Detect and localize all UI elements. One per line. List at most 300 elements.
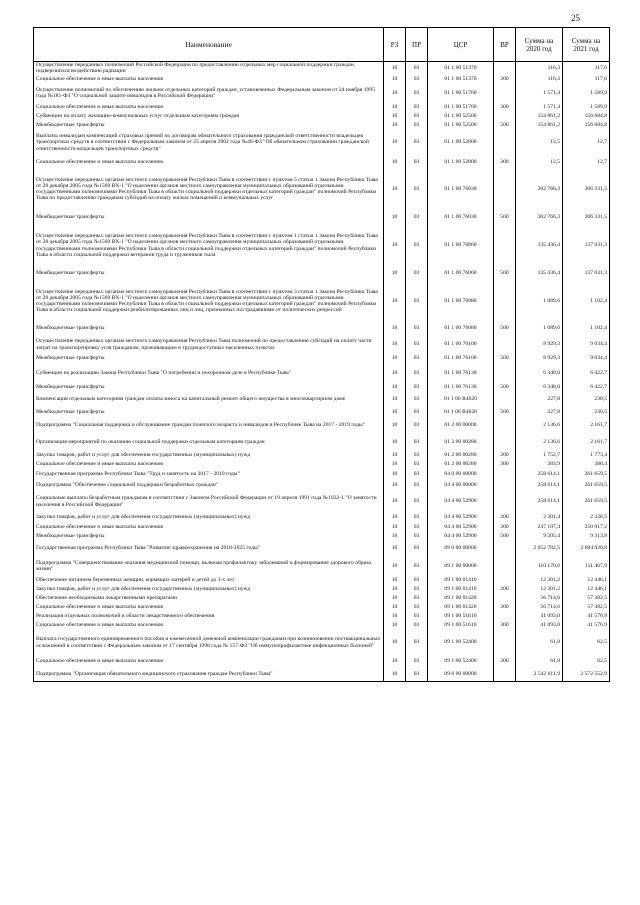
row-csr: 09 1 00 52400	[428, 630, 494, 656]
row-sum-2021: 41 576,9	[563, 621, 610, 630]
row-sum-2020: 2 136,6	[516, 434, 563, 451]
table-row	[34, 130, 610, 156]
row-pr: 03	[406, 460, 428, 469]
row-csr: 01 1 00 R4620	[428, 392, 494, 408]
table-row	[34, 322, 610, 336]
row-name: Межбюджетные трансферты	[34, 121, 384, 130]
row-name: Реализация отдельных полномочий в области лекарственного обеспечения	[34, 612, 384, 621]
row-sum-2020: 154 861,2	[516, 121, 563, 130]
row-rz: 10	[384, 585, 406, 594]
row-sum-2020: 135 436,4	[516, 266, 563, 281]
row-name: Межбюджетные трансферты	[34, 354, 384, 364]
row-vr: 500	[494, 383, 516, 392]
row-pr: 03	[406, 491, 428, 513]
row-rz: 10	[384, 392, 406, 408]
row-vr	[494, 392, 516, 408]
row-csr: 01 1 00 76080	[428, 281, 494, 322]
row-csr: 09 0 00 00000	[428, 541, 494, 557]
row-vr: 500	[494, 210, 516, 226]
budget-table	[33, 27, 610, 682]
row-vr: 200	[494, 451, 516, 460]
table-row	[34, 532, 610, 541]
table-row	[34, 469, 610, 480]
row-csr: 01 1 00 51370	[428, 75, 494, 84]
row-vr: 300	[494, 103, 516, 112]
row-rz: 10	[384, 621, 406, 630]
row-sum-2020: 56 714,6	[516, 603, 563, 612]
table-row	[34, 226, 610, 266]
row-sum-2021: 41 576,9	[563, 612, 610, 621]
row-name: Социальное обеспечение и иные выплаты населению	[34, 603, 384, 612]
row-sum-2020: 383,9	[516, 460, 563, 469]
row-rz: 10	[384, 612, 406, 621]
row-pr: 03	[406, 630, 428, 656]
row-rz: 10	[384, 480, 406, 491]
table-row	[34, 364, 610, 383]
table-row	[34, 585, 610, 594]
row-vr: 300	[494, 156, 516, 169]
table-row	[34, 434, 610, 451]
row-csr: 01 2 00 00000	[428, 417, 494, 434]
row-pr: 03	[406, 84, 428, 103]
row-pr: 03	[406, 210, 428, 226]
row-pr: 03	[406, 121, 428, 130]
table-row	[34, 491, 610, 513]
table-row	[34, 121, 610, 130]
table-row	[34, 621, 610, 630]
table-row	[34, 523, 610, 532]
row-csr: 01 2 00 00280	[428, 451, 494, 460]
row-csr: 04 4 00 52900	[428, 513, 494, 523]
row-name: Закупка товаров, работ и услуг для обеспечения государственных (муниципальных) нужд	[34, 451, 384, 460]
row-vr	[494, 281, 516, 322]
row-pr: 03	[406, 392, 428, 408]
row-rz: 10	[384, 469, 406, 480]
row-name: Обеспечение питанием беременных женщин, кормящих матерей и детей до 3-х лет	[34, 576, 384, 585]
row-name: Подпрограмма "Организация обязательного медицинского страхования граждан Республики Тыва"	[34, 668, 384, 682]
row-pr: 03	[406, 112, 428, 121]
table-row	[34, 603, 610, 612]
row-sum-2020: 116,3	[516, 75, 563, 84]
row-sum-2021: 12 446,1	[563, 576, 610, 585]
row-name: Осуществление полномочий по обеспечению жильем отдельных категорий граждан, установленных Федеральным законом от 24 ноября 1995 года №181-ФЗ "О социальной защите инвалидов в Российской Федерации"	[34, 84, 384, 103]
row-pr: 03	[406, 523, 428, 532]
row-rz: 10	[384, 62, 406, 75]
table-row	[34, 266, 610, 281]
row-pr: 03	[406, 513, 428, 523]
row-sum-2020: 2 301,4	[516, 513, 563, 523]
row-vr	[494, 417, 516, 434]
row-name: Социальное обеспечение и иные выплаты населению	[34, 656, 384, 668]
row-csr: 01 1 00 76060	[428, 226, 494, 266]
row-pr: 03	[406, 130, 428, 156]
row-vr: 500	[494, 121, 516, 130]
row-sum-2020: 2 542 611,9	[516, 668, 563, 682]
row-rz: 10	[384, 266, 406, 281]
row-name: Субвенции на реализацию Закона Республики Тыва "О погребении и похоронном деле в Республике Тыва"	[34, 364, 384, 383]
row-sum-2021: 261 659,5	[563, 480, 610, 491]
row-sum-2021: 1 589,9	[563, 84, 610, 103]
row-vr	[494, 612, 516, 621]
row-sum-2021: 156 684,8	[563, 121, 610, 130]
row-csr: 09 6 00 00000	[428, 668, 494, 682]
row-pr: 03	[406, 612, 428, 621]
row-sum-2021: 156 684,8	[563, 112, 610, 121]
row-csr: 01 1 00 76130	[428, 383, 494, 392]
row-vr	[494, 62, 516, 75]
table-row	[34, 630, 610, 656]
table-row	[34, 513, 610, 523]
row-sum-2020: 258 614,1	[516, 469, 563, 480]
row-name: Межбюджетные трансферты	[34, 210, 384, 226]
row-csr: 09 1 00 51610	[428, 621, 494, 630]
row-vr: 300	[494, 603, 516, 612]
row-csr: 09 1 00 00000	[428, 557, 494, 576]
row-sum-2020: 116,3	[516, 62, 563, 75]
table-row	[34, 210, 610, 226]
row-vr	[494, 469, 516, 480]
row-pr: 03	[406, 383, 428, 392]
row-rz: 10	[384, 557, 406, 576]
row-sum-2021: 62,5	[563, 630, 610, 656]
row-pr: 03	[406, 364, 428, 383]
row-name: Социальное обеспечение и иные выплаты населению	[34, 75, 384, 84]
row-csr: 01 1 00 52800	[428, 156, 494, 169]
row-sum-2020: 302 766,3	[516, 210, 563, 226]
row-sum-2020: 1 089,6	[516, 281, 563, 322]
row-name: Обеспечение необходимыми лекарственными препаратами	[34, 594, 384, 603]
row-sum-2021: 1 773,4	[563, 451, 610, 460]
row-csr: 09 1 00 01410	[428, 576, 494, 585]
row-vr	[494, 364, 516, 383]
row-sum-2020: 41 093,0	[516, 612, 563, 621]
row-sum-2021: 2 572 552,9	[563, 668, 610, 682]
table-row	[34, 281, 610, 322]
row-sum-2021: 1 102,4	[563, 322, 610, 336]
row-sum-2021: 1 589,9	[563, 103, 610, 112]
row-sum-2020: 135 436,4	[516, 226, 563, 266]
row-sum-2020: 41 093,0	[516, 621, 563, 630]
row-vr: 500	[494, 408, 516, 417]
row-sum-2021: 137 031,3	[563, 226, 610, 266]
row-sum-2021: 2 161,7	[563, 434, 610, 451]
row-vr: 300	[494, 460, 516, 469]
row-csr: 01 1 00 76100	[428, 336, 494, 354]
row-pr: 03	[406, 557, 428, 576]
row-rz: 10	[384, 541, 406, 557]
row-name: Осуществление переданных органам местного самоуправления Республики Тыва в соответствии с пунктом 5 статьи 1 Закона Республики Тыва от 28 декабря 2005 года №1560 ВХ-1 "О наделении органов местного самоуправления муниципальных образований отдельными государственными полномочиями Республики Тыва в области социальной поддержки отдельных категорий граждан" полномочий Республики Тыва по предоставлению гражданам субсидий на оплату жилых помещений и коммунальных услуг	[34, 169, 384, 210]
row-sum-2020: 6 348,0	[516, 364, 563, 383]
row-vr	[494, 557, 516, 576]
row-rz: 10	[384, 408, 406, 417]
row-rz: 10	[384, 210, 406, 226]
row-vr: 300	[494, 621, 516, 630]
row-csr: 01 1 00 52800	[428, 130, 494, 156]
row-rz: 10	[384, 417, 406, 434]
row-name: Государственная программа Республики Тыва "Развитие здравоохранения на 2018-2025 годы"	[34, 541, 384, 557]
row-pr: 03	[406, 585, 428, 594]
row-vr: 500	[494, 532, 516, 541]
row-sum-2020: 110 170,6	[516, 557, 563, 576]
row-rz: 10	[384, 84, 406, 103]
row-sum-2021: 12,7	[563, 156, 610, 169]
row-name: Субвенции на оплату жилищно-коммунальных услуг отдельным категориям граждан	[34, 112, 384, 121]
row-name: Социальное обеспечение и иные выплаты населению	[34, 523, 384, 532]
row-csr: 09 1 00 01420	[428, 594, 494, 603]
row-rz: 10	[384, 523, 406, 532]
row-rz: 10	[384, 603, 406, 612]
row-csr: 01 1 00 76130	[428, 364, 494, 383]
row-csr: 01 1 00 76030	[428, 210, 494, 226]
row-name: Осуществление переданных органам местного самоуправления Республики Тыва в соответствии с пунктом 1 статьи 1 Закона Республики Тыва от 28 декабря 2005 года №1560 ВХ-1 "О наделении органов местного самоуправления муниципальных образований отдельными государственными полномочиями Республики Тыва в области социальной поддержки отдельных категорий граждан" полномочий Республики Тыва в области социальной поддержки ветеранов труда и тружеников тыла	[34, 226, 384, 266]
row-vr	[494, 668, 516, 682]
row-csr: 04 4 00 52900	[428, 523, 494, 532]
table-row	[34, 668, 610, 682]
row-name: Осуществление переданных органам местного самоуправления Республики Тыва полномочий по предоставлению субсидий на оплату части затрат на транспортировку угля гражданам, проживающим в труднодоступных населенных пунктах	[34, 336, 384, 354]
row-rz: 10	[384, 594, 406, 603]
row-name: Социальное обеспечение и иные выплаты населению	[34, 103, 384, 112]
row-csr: 09 1 00 01410	[428, 585, 494, 594]
table-row	[34, 656, 610, 668]
row-sum-2020: 247 107,4	[516, 523, 563, 532]
row-pr: 03	[406, 656, 428, 668]
table-header-row	[34, 28, 610, 62]
row-pr: 03	[406, 354, 428, 364]
row-csr: 01 1 00 51760	[428, 103, 494, 112]
row-rz: 10	[384, 576, 406, 585]
row-rz: 10	[384, 130, 406, 156]
row-name: Закупка товаров, работ и услуг для обеспечения государственных (муниципальных) нужд	[34, 513, 384, 523]
row-sum-2021: 306 331,5	[563, 210, 610, 226]
row-name: Организация мероприятий по оказанию социальной поддержки отдельным категориям граждан	[34, 434, 384, 451]
row-pr: 03	[406, 75, 428, 84]
row-sum-2020: 1 752,7	[516, 451, 563, 460]
row-csr: 09 1 00 01420	[428, 603, 494, 612]
row-rz: 10	[384, 364, 406, 383]
row-csr: 01 1 00 52500	[428, 112, 494, 121]
row-pr: 03	[406, 408, 428, 417]
row-sum-2021: 388,4	[563, 460, 610, 469]
row-vr	[494, 169, 516, 210]
row-rz: 10	[384, 532, 406, 541]
row-pr: 03	[406, 668, 428, 682]
row-sum-2021: 62,5	[563, 656, 610, 668]
table-row	[34, 541, 610, 557]
row-pr: 03	[406, 480, 428, 491]
row-pr: 03	[406, 576, 428, 585]
row-rz: 10	[384, 668, 406, 682]
table-row	[34, 576, 610, 585]
row-csr: 01 1 00 76030	[428, 169, 494, 210]
row-sum-2021: 57 382,5	[563, 603, 610, 612]
row-rz: 10	[384, 383, 406, 392]
row-csr: 01 1 00 51370	[428, 62, 494, 75]
row-name: Межбюджетные трансферты	[34, 532, 384, 541]
row-sum-2020: 2 652 782,5	[516, 541, 563, 557]
row-sum-2021: 111 467,9	[563, 557, 610, 576]
row-sum-2021: 306 331,5	[563, 169, 610, 210]
row-name: Межбюджетные трансферты	[34, 266, 384, 281]
row-rz: 10	[384, 630, 406, 656]
row-rz: 10	[384, 451, 406, 460]
row-vr	[494, 434, 516, 451]
row-vr	[494, 594, 516, 603]
row-pr: 03	[406, 451, 428, 460]
row-sum-2021: 2 161,7	[563, 417, 610, 434]
row-csr: 04 0 00 00000	[428, 469, 494, 480]
row-rz: 10	[384, 513, 406, 523]
row-rz: 10	[384, 75, 406, 84]
row-sum-2021: 12,7	[563, 130, 610, 156]
table-row	[34, 417, 610, 434]
row-pr: 03	[406, 103, 428, 112]
row-rz: 10	[384, 322, 406, 336]
row-sum-2021: 2 328,5	[563, 513, 610, 523]
row-sum-2021: 1 102,4	[563, 281, 610, 322]
table-row	[34, 112, 610, 121]
row-vr	[494, 630, 516, 656]
row-name: Осуществление переданных полномочий Российской Федерации по предоставлению отдельных мер социальной поддержки граждан, подвергшихся воздействию радиации	[34, 62, 384, 75]
row-sum-2020: 61,8	[516, 656, 563, 668]
header-vr: ВР	[494, 28, 516, 62]
row-vr: 500	[494, 266, 516, 281]
row-name: Подпрограмма "Обеспечение социальной поддержки безработных граждан"	[34, 480, 384, 491]
row-name: Осуществление переданных органам местного самоуправления Республики Тыва в соответствии с пунктом 3 статьи 1 Закона Республики Тыва от 28 декабря 2005 года №1560 ВХ-1 "О наделении органов местного самоуправления муниципальных образований отдельными государственными полномочиями Республики Тыва в области социальной поддержки отдельных категорий граждан" полномочий Республики Тыва в области социальной поддержки реабилитированных лиц и лиц, признанных пострадавшими от политических репрессий	[34, 281, 384, 322]
row-rz: 10	[384, 336, 406, 354]
row-pr: 03	[406, 621, 428, 630]
row-sum-2020: 2 136,6	[516, 417, 563, 434]
row-sum-2021: 230,5	[563, 408, 610, 417]
row-sum-2020: 6 348,0	[516, 383, 563, 392]
row-csr: 09 1 00 51610	[428, 612, 494, 621]
row-vr: 200	[494, 513, 516, 523]
row-name: Социальное обеспечение и иные выплаты населению	[34, 156, 384, 169]
row-vr: 300	[494, 656, 516, 668]
row-vr: 300	[494, 523, 516, 532]
row-sum-2020: 1 571,4	[516, 103, 563, 112]
row-sum-2021: 117,6	[563, 62, 610, 75]
table-row	[34, 169, 610, 210]
row-sum-2020: 227,8	[516, 408, 563, 417]
row-pr: 03	[406, 541, 428, 557]
table-row	[34, 75, 610, 84]
row-pr: 03	[406, 62, 428, 75]
row-pr: 03	[406, 532, 428, 541]
row-pr: 03	[406, 226, 428, 266]
table-row	[34, 383, 610, 392]
row-rz: 10	[384, 103, 406, 112]
row-sum-2021: 6 422,7	[563, 364, 610, 383]
table-row	[34, 408, 610, 417]
row-sum-2021: 250 017,2	[563, 523, 610, 532]
table-row	[34, 84, 610, 103]
row-sum-2020: 227,8	[516, 392, 563, 408]
row-sum-2021: 117,6	[563, 75, 610, 84]
row-csr: 01 1 00 76100	[428, 354, 494, 364]
row-pr: 03	[406, 603, 428, 612]
row-sum-2021: 261 659,5	[563, 491, 610, 513]
row-rz: 10	[384, 156, 406, 169]
row-vr	[494, 336, 516, 354]
table-row	[34, 62, 610, 75]
table-row	[34, 336, 610, 354]
row-sum-2021: 9 313,8	[563, 532, 610, 541]
row-sum-2021: 137 031,3	[563, 266, 610, 281]
row-sum-2020: 12 301,2	[516, 576, 563, 585]
row-sum-2020: 12,5	[516, 156, 563, 169]
table-row	[34, 451, 610, 460]
row-csr: 01 2 00 00280	[428, 434, 494, 451]
row-sum-2021: 261 659,5	[563, 469, 610, 480]
row-vr: 500	[494, 354, 516, 364]
row-name: Государственная программа Республики Тыва "Труд и занятость на 2017 - 2019 годы"	[34, 469, 384, 480]
header-sum-2021: Сумма на 2021 год	[563, 28, 610, 62]
row-rz: 10	[384, 354, 406, 364]
row-vr: 500	[494, 322, 516, 336]
row-name: Межбюджетные трансферты	[34, 383, 384, 392]
row-csr: 04 4 00 52900	[428, 532, 494, 541]
table-row	[34, 103, 610, 112]
row-csr: 04 4 00 52900	[428, 491, 494, 513]
row-vr	[494, 130, 516, 156]
row-rz: 10	[384, 656, 406, 668]
row-pr: 03	[406, 469, 428, 480]
row-csr: 01 1 00 51760	[428, 84, 494, 103]
row-rz: 10	[384, 460, 406, 469]
header-sum-2020: Сумма на 2020 год	[516, 28, 563, 62]
row-sum-2021: 230,5	[563, 392, 610, 408]
row-name: Межбюджетные трансферты	[34, 322, 384, 336]
table-row	[34, 557, 610, 576]
row-pr: 03	[406, 322, 428, 336]
row-rz: 10	[384, 434, 406, 451]
header-csr: ЦСР	[428, 28, 494, 62]
row-csr: 01 1 00 52500	[428, 121, 494, 130]
row-csr: 09 1 00 52400	[428, 656, 494, 668]
row-vr	[494, 576, 516, 585]
row-vr: 200	[494, 585, 516, 594]
row-pr: 03	[406, 266, 428, 281]
row-name: Подпрограмма "Социальная поддержка и обслуживание граждан пожилого возраста и инвалидов в Республике Тыва на 2017 - 2019 годы"	[34, 417, 384, 434]
row-sum-2020: 302 766,3	[516, 169, 563, 210]
row-pr: 03	[406, 156, 428, 169]
table-row	[34, 156, 610, 169]
row-vr	[494, 480, 516, 491]
row-sum-2020: 154 861,2	[516, 112, 563, 121]
table-row	[34, 354, 610, 364]
row-name: Социальные выплаты безработным гражданам в соответствии с Законом Российской Федерации от 19 апреля 1991 года №1032-1 "О занятости населения в Российской Федерации"	[34, 491, 384, 513]
row-sum-2020: 258 614,1	[516, 480, 563, 491]
header-rz: РЗ	[384, 28, 406, 62]
row-rz: 10	[384, 112, 406, 121]
row-name: Подпрограмма "Совершенствование оказания медицинской помощи, включая профилактику заболеваний и формирование здорового образа жизни"	[34, 557, 384, 576]
row-vr: 300	[494, 75, 516, 84]
row-vr	[494, 541, 516, 557]
row-rz: 10	[384, 121, 406, 130]
header-pr: ПР	[406, 28, 428, 62]
row-sum-2020: 1 571,4	[516, 84, 563, 103]
row-sum-2020: 8 929,3	[516, 336, 563, 354]
table-row	[34, 612, 610, 621]
row-sum-2020: 12 301,2	[516, 585, 563, 594]
row-pr: 03	[406, 281, 428, 322]
row-sum-2021: 12 446,1	[563, 585, 610, 594]
row-sum-2021: 6 422,7	[563, 383, 610, 392]
row-pr: 03	[406, 169, 428, 210]
table-row	[34, 460, 610, 469]
row-vr	[494, 84, 516, 103]
row-name: Социальное обеспечение и иные выплаты населению	[34, 460, 384, 469]
